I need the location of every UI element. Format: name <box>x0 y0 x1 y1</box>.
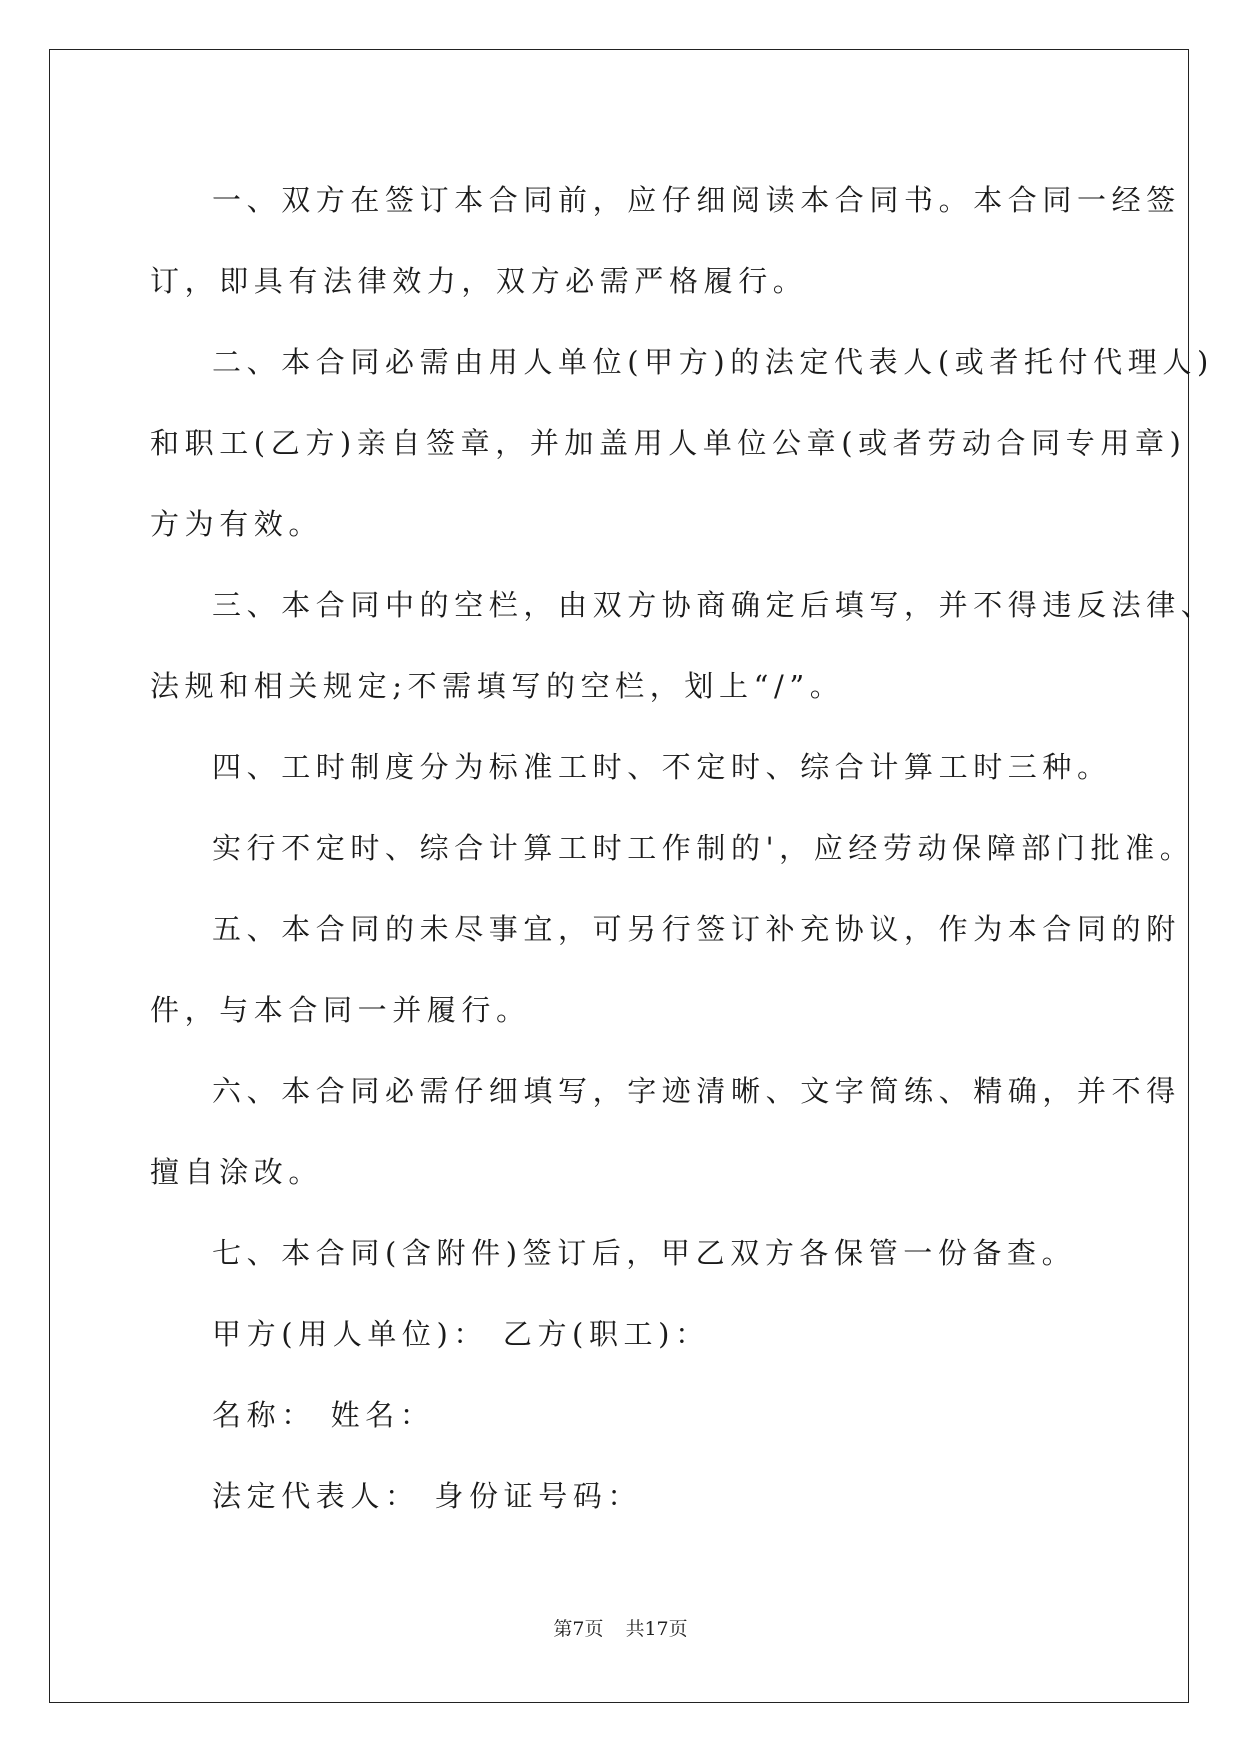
paragraph-line: 三、本合同中的空栏，由双方协商确定后填写，并不得违反法律、 <box>212 588 1216 622</box>
page-number: 第7页 <box>553 1618 604 1640</box>
paragraph-line: 和职工(乙方)亲自签章，并加盖用人单位公章(或者劳动合同专用章) <box>150 426 1187 460</box>
paragraph-line: 件，与本合同一并履行。 <box>150 993 531 1027</box>
paragraph-line: 一、双方在签订本合同前，应仔细阅读本合同书。本合同一经签 <box>212 183 1181 217</box>
document-body <box>150 160 1216 1537</box>
paragraph-line: 七、本合同(含附件)签订后，甲乙双方各保管一份备查。 <box>212 1236 1077 1270</box>
paragraph-line: 四、工时制度分为标准工时、不定时、综合计算工时三种。 <box>212 750 1112 784</box>
signature-line-representative: 法定代表人： 身份证号码： <box>212 1479 643 1513</box>
paragraph-line: 五、本合同的未尽事宜，可另行签订补充协议，作为本合同的附 <box>212 912 1181 946</box>
paragraph-line: 法规和相关规定;不需填写的空栏，划上“/”。 <box>150 669 845 703</box>
paragraph-line: 二、本合同必需由用人单位(甲方)的法定代表人(或者托付代理人) <box>212 345 1214 379</box>
page-footer <box>0 1614 1241 1641</box>
paragraph-line: 方为有效。 <box>150 507 324 541</box>
paragraph-line: 订，即具有法律效力，双方必需严格履行。 <box>150 264 808 298</box>
paragraph-line: 实行不定时、综合计算工时工作制的'，应经劳动保障部门批准。 <box>212 831 1195 865</box>
paragraph-line: 擅自涂改。 <box>150 1155 324 1189</box>
paragraph-line: 六、本合同必需仔细填写，字迹清晰、文字简练、精确，并不得 <box>212 1074 1181 1108</box>
signature-line-name: 名称： 姓名： <box>212 1398 435 1432</box>
page-total: 共17页 <box>625 1618 688 1640</box>
signature-line-party: 甲方(用人单位)： 乙方(职工)： <box>212 1317 710 1351</box>
